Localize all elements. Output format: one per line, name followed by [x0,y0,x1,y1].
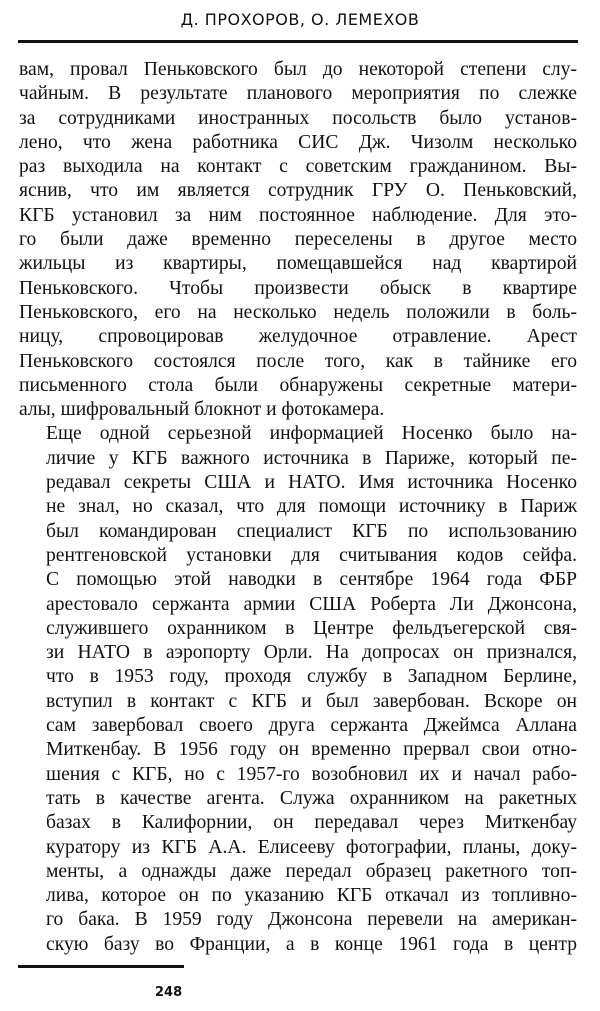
text-line: шения с КГБ, но с 1957-го возобновил их и начал рабо- [46,763,577,785]
text-line: личие у КГБ важного источника в Париже, который пе- [46,447,577,469]
footnote-rule [18,965,184,968]
text-line: служившего охранником в Центре фельдъегерской свя- [46,617,577,639]
text-line: куратору из КГБ А.А. Елисееву фотографии, планы, доку- [46,836,577,858]
text-line: го бака. В 1959 году Джонсона перевели на американ- [46,909,577,931]
text-line: раз выходила на контакт с советским гражданином. Вы- [19,156,577,178]
text-line: ницу, спровоцировав желудочное отравление. Арест [19,326,577,348]
text-line: Пеньковского. Чтобы произвести обыск в квартире [19,277,577,299]
header-rule [18,40,578,43]
text-line: вступил в контакт с КГБ и был завербован. Вскоре он [46,690,577,712]
text-line: Пеньковского, его на несколько недель положили в боль- [19,301,577,323]
text-line: за сотрудниками иностранных посольств было установ- [19,107,577,129]
text-line: Пеньковского состоялся после того, как в тайнике его [19,350,577,372]
text-line: не знал, но сказал, что для помощи источнику в Париж [46,496,577,518]
text-line: чайным. В результате планового мероприятия по слежке [19,83,577,105]
text-line: яснив, что им является сотрудник ГРУ О. Пеньковский, [19,180,577,202]
body-text [19,58,577,957]
text-line: тать в качестве агента. Служа охранником на ракетных [46,787,577,809]
text-line: С помощью этой наводки в сентябре 1964 года ФБР [46,569,577,591]
text-line: письменного стола были обнаружены секретные матери- [19,374,577,396]
text-line: жильцы из квартиры, помещавшейся над квартирой [19,253,577,275]
text-line: Миткенбау. В 1956 году он временно прервал свои отно- [46,739,577,761]
text-line: базах в Калифорнии, он передавал через Миткенбау [46,812,577,834]
text-line: зи НАТО в аэропорту Орли. На допросах он признался, [46,642,577,664]
text-line: сам завербовал своего друга сержанта Джеймса Аллана [46,715,577,737]
text-line: арестовало сержанта армии США Роберта Ли Джонсона, [46,593,577,615]
text-line: вам, провал Пеньковского был до некоторой степени слу- [19,59,577,80]
page-number: 248 [155,985,183,1000]
text-line: что в 1953 году, проходя службу в Западном Берлине, [46,666,577,688]
text-line: го были даже временно переселены в другое место [19,229,577,251]
text-line: был командирован специалист КГБ по использованию [46,520,577,542]
text-line: Еще одной серьезной информацией Носенко было на- [46,423,577,445]
running-header: Д. ПРОХОРОВ, О. ЛЕМЕХОВ [180,10,420,29]
text-line: лива, которое он по указанию КГБ откачал из топливно- [46,885,577,907]
text-line: алы, шифровальный блокнот и фотокамера. [19,399,385,421]
paragraph [19,422,577,957]
text-line: рентгеновской установки для считывания кодов сейфа. [46,544,577,566]
text-line: менты, а однажды даже передал образец ракетного топ- [46,860,577,882]
text-line: скую базу во Франции, а в конце 1961 года в центр [46,933,577,955]
text-line: лено, что жена работника СИС Дж. Чизолм несколько [19,131,577,153]
text-line: КГБ установил за ним постоянное наблюдение. Для это- [19,204,577,226]
text-line: редавал секреты США и НАТО. Имя источника Носенко [46,472,577,494]
paragraph [19,58,577,422]
